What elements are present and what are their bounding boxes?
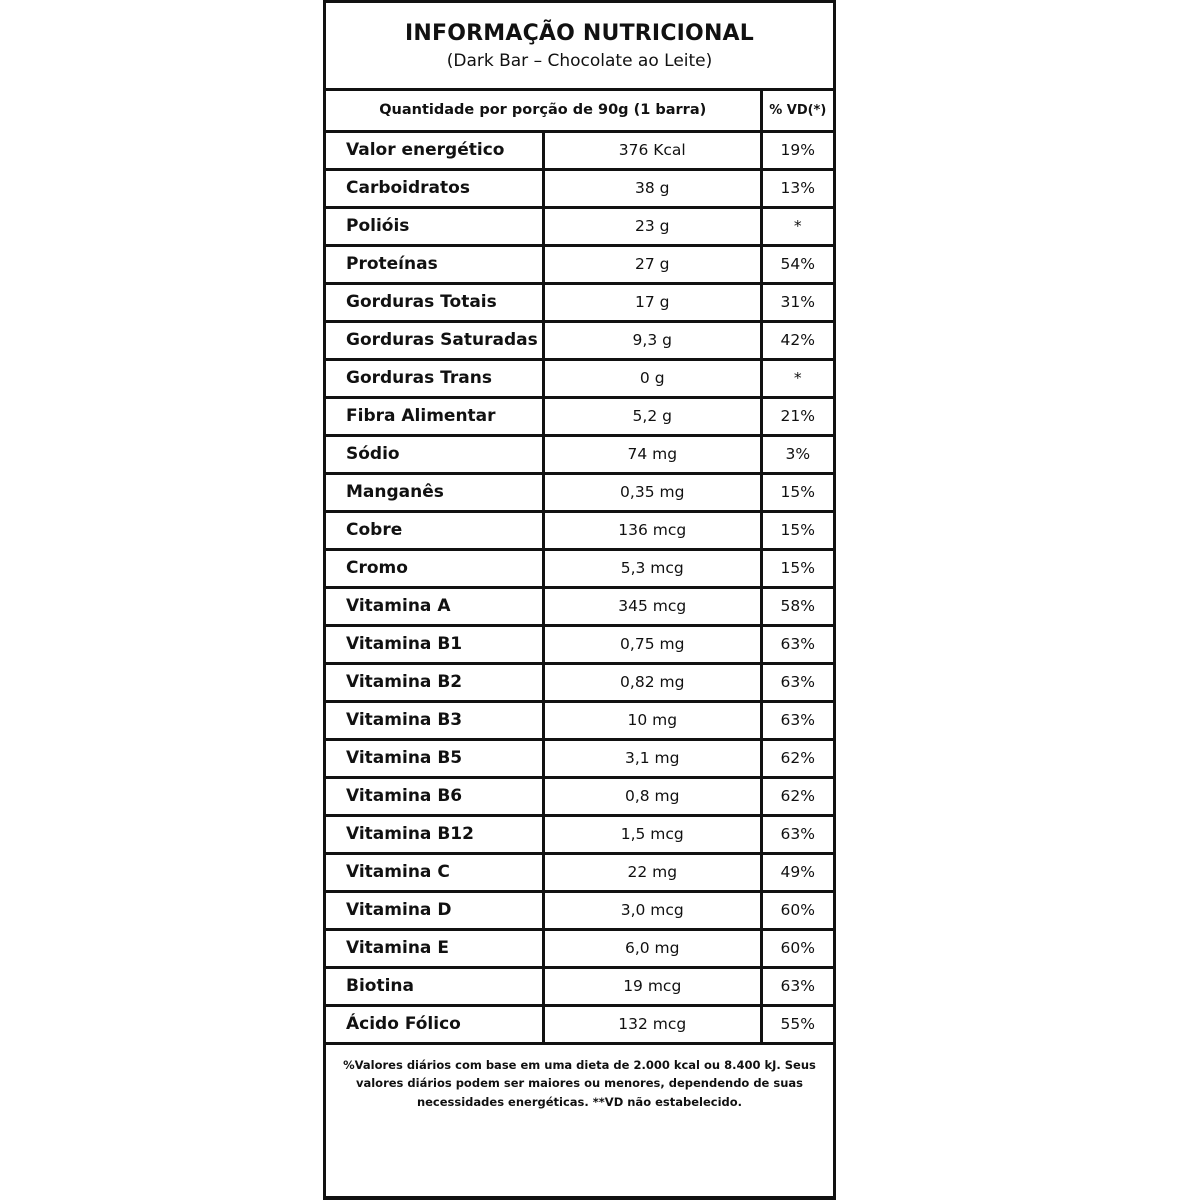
nutrient-name: Valor energético xyxy=(326,131,544,169)
table-header-row xyxy=(326,91,833,131)
table-row xyxy=(326,435,833,473)
nutrient-amount: 132 mcg xyxy=(544,1005,762,1043)
table-row xyxy=(326,397,833,435)
label-title: INFORMAÇÃO NUTRICIONAL xyxy=(404,21,755,46)
nutrient-name: Vitamina B12 xyxy=(326,815,544,853)
nutrient-amount: 5,3 mcg xyxy=(544,549,762,587)
nutrient-amount: 0,75 mg xyxy=(544,625,762,663)
nutrient-amount: 5,2 g xyxy=(544,397,762,435)
nutrient-name: Fibra Alimentar xyxy=(326,397,544,435)
nutrient-name: Cobre xyxy=(326,511,544,549)
nutrient-amount: 19 mcg xyxy=(544,967,762,1005)
nutrient-amount: 6,0 mg xyxy=(544,929,762,967)
nutrient-amount: 0,35 mg xyxy=(544,473,762,511)
nutrient-vd: 63% xyxy=(761,967,833,1005)
table-row xyxy=(326,131,833,169)
nutrient-amount: 38 g xyxy=(544,169,762,207)
vd-header: % VD(*) xyxy=(761,91,833,131)
table-row xyxy=(326,815,833,853)
nutrient-name: Cromo xyxy=(326,549,544,587)
portion-header: Quantidade por porção de 90g (1 barra) xyxy=(326,91,761,131)
nutrient-amount: 0 g xyxy=(544,359,762,397)
nutrient-vd: 49% xyxy=(761,853,833,891)
nutrient-name: Vitamina C xyxy=(326,853,544,891)
nutrient-vd: 21% xyxy=(761,397,833,435)
table-row xyxy=(326,891,833,929)
label-subtitle: (Dark Bar – Chocolate ao Leite) xyxy=(446,51,713,71)
nutrient-amount: 0,82 mg xyxy=(544,663,762,701)
table-row xyxy=(326,1005,833,1043)
nutrient-name: Vitamina A xyxy=(326,587,544,625)
table-row xyxy=(326,549,833,587)
nutrient-vd: 42% xyxy=(761,321,833,359)
nutrient-vd: 63% xyxy=(761,625,833,663)
nutrient-vd: 15% xyxy=(761,549,833,587)
table-row xyxy=(326,777,833,815)
nutrient-amount: 345 mcg xyxy=(544,587,762,625)
table-row xyxy=(326,701,833,739)
nutrient-vd: 58% xyxy=(761,587,833,625)
nutrient-vd: 63% xyxy=(761,663,833,701)
nutrient-name: Vitamina B5 xyxy=(326,739,544,777)
table-row xyxy=(326,625,833,663)
nutrient-name: Vitamina B2 xyxy=(326,663,544,701)
nutrient-name: Carboidratos xyxy=(326,169,544,207)
nutrient-name: Proteínas xyxy=(326,245,544,283)
nutrient-vd: 15% xyxy=(761,511,833,549)
nutrient-vd: 13% xyxy=(761,169,833,207)
nutrient-name: Ácido Fólico xyxy=(326,1005,544,1043)
nutrient-vd: 31% xyxy=(761,283,833,321)
nutrient-amount: 23 g xyxy=(544,207,762,245)
nutrient-name: Gorduras Totais xyxy=(326,283,544,321)
table-row xyxy=(326,739,833,777)
nutrient-vd: * xyxy=(761,359,833,397)
nutrient-amount: 3,0 mcg xyxy=(544,891,762,929)
nutrient-vd: 15% xyxy=(761,473,833,511)
nutrient-vd: 60% xyxy=(761,891,833,929)
nutrient-vd: 63% xyxy=(761,815,833,853)
nutrient-vd: 60% xyxy=(761,929,833,967)
nutrient-vd: 54% xyxy=(761,245,833,283)
nutrient-name: Biotina xyxy=(326,967,544,1005)
table-row xyxy=(326,587,833,625)
nutrient-name: Vitamina E xyxy=(326,929,544,967)
nutrient-name: Vitamina D xyxy=(326,891,544,929)
nutrient-vd: 62% xyxy=(761,777,833,815)
nutrient-vd: * xyxy=(761,207,833,245)
table-row xyxy=(326,359,833,397)
nutrition-facts-label xyxy=(323,0,836,1200)
nutrient-name: Sódio xyxy=(326,435,544,473)
table-row xyxy=(326,663,833,701)
nutrient-amount: 136 mcg xyxy=(544,511,762,549)
label-header xyxy=(326,3,833,91)
nutrient-vd: 55% xyxy=(761,1005,833,1043)
nutrient-name: Gorduras Saturadas xyxy=(326,321,544,359)
footnote: %Valores diários com base em uma dieta de 2.000 kcal ou 8.400 kJ. Seus valores diários podem ser maiores ou menores, dependendo de suas necessidades energéticas. **VD não estabelecido. xyxy=(343,1057,816,1109)
table-row xyxy=(326,321,833,359)
nutrient-vd: 62% xyxy=(761,739,833,777)
nutrient-amount: 10 mg xyxy=(544,701,762,739)
nutrient-name: Manganês xyxy=(326,473,544,511)
nutrition-table xyxy=(326,91,833,1045)
table-row xyxy=(326,853,833,891)
nutrient-vd: 19% xyxy=(761,131,833,169)
table-row xyxy=(326,473,833,511)
nutrient-amount: 74 mg xyxy=(544,435,762,473)
nutrient-name: Vitamina B3 xyxy=(326,701,544,739)
nutrient-amount: 9,3 g xyxy=(544,321,762,359)
table-row xyxy=(326,169,833,207)
table-row xyxy=(326,283,833,321)
nutrient-amount: 3,1 mg xyxy=(544,739,762,777)
nutrient-name: Polióis xyxy=(326,207,544,245)
table-row xyxy=(326,967,833,1005)
nutrient-amount: 1,5 mcg xyxy=(544,815,762,853)
table-row xyxy=(326,207,833,245)
nutrient-amount: 0,8 mg xyxy=(544,777,762,815)
nutrient-vd: 63% xyxy=(761,701,833,739)
nutrient-name: Vitamina B6 xyxy=(326,777,544,815)
nutrient-amount: 376 Kcal xyxy=(544,131,762,169)
table-row xyxy=(326,929,833,967)
table-row xyxy=(326,245,833,283)
table-row xyxy=(326,511,833,549)
nutrient-name: Gorduras Trans xyxy=(326,359,544,397)
nutrient-amount: 22 mg xyxy=(544,853,762,891)
nutrient-amount: 17 g xyxy=(544,283,762,321)
nutrient-name: Vitamina B1 xyxy=(326,625,544,663)
nutrient-vd: 3% xyxy=(761,435,833,473)
nutrient-amount: 27 g xyxy=(544,245,762,283)
